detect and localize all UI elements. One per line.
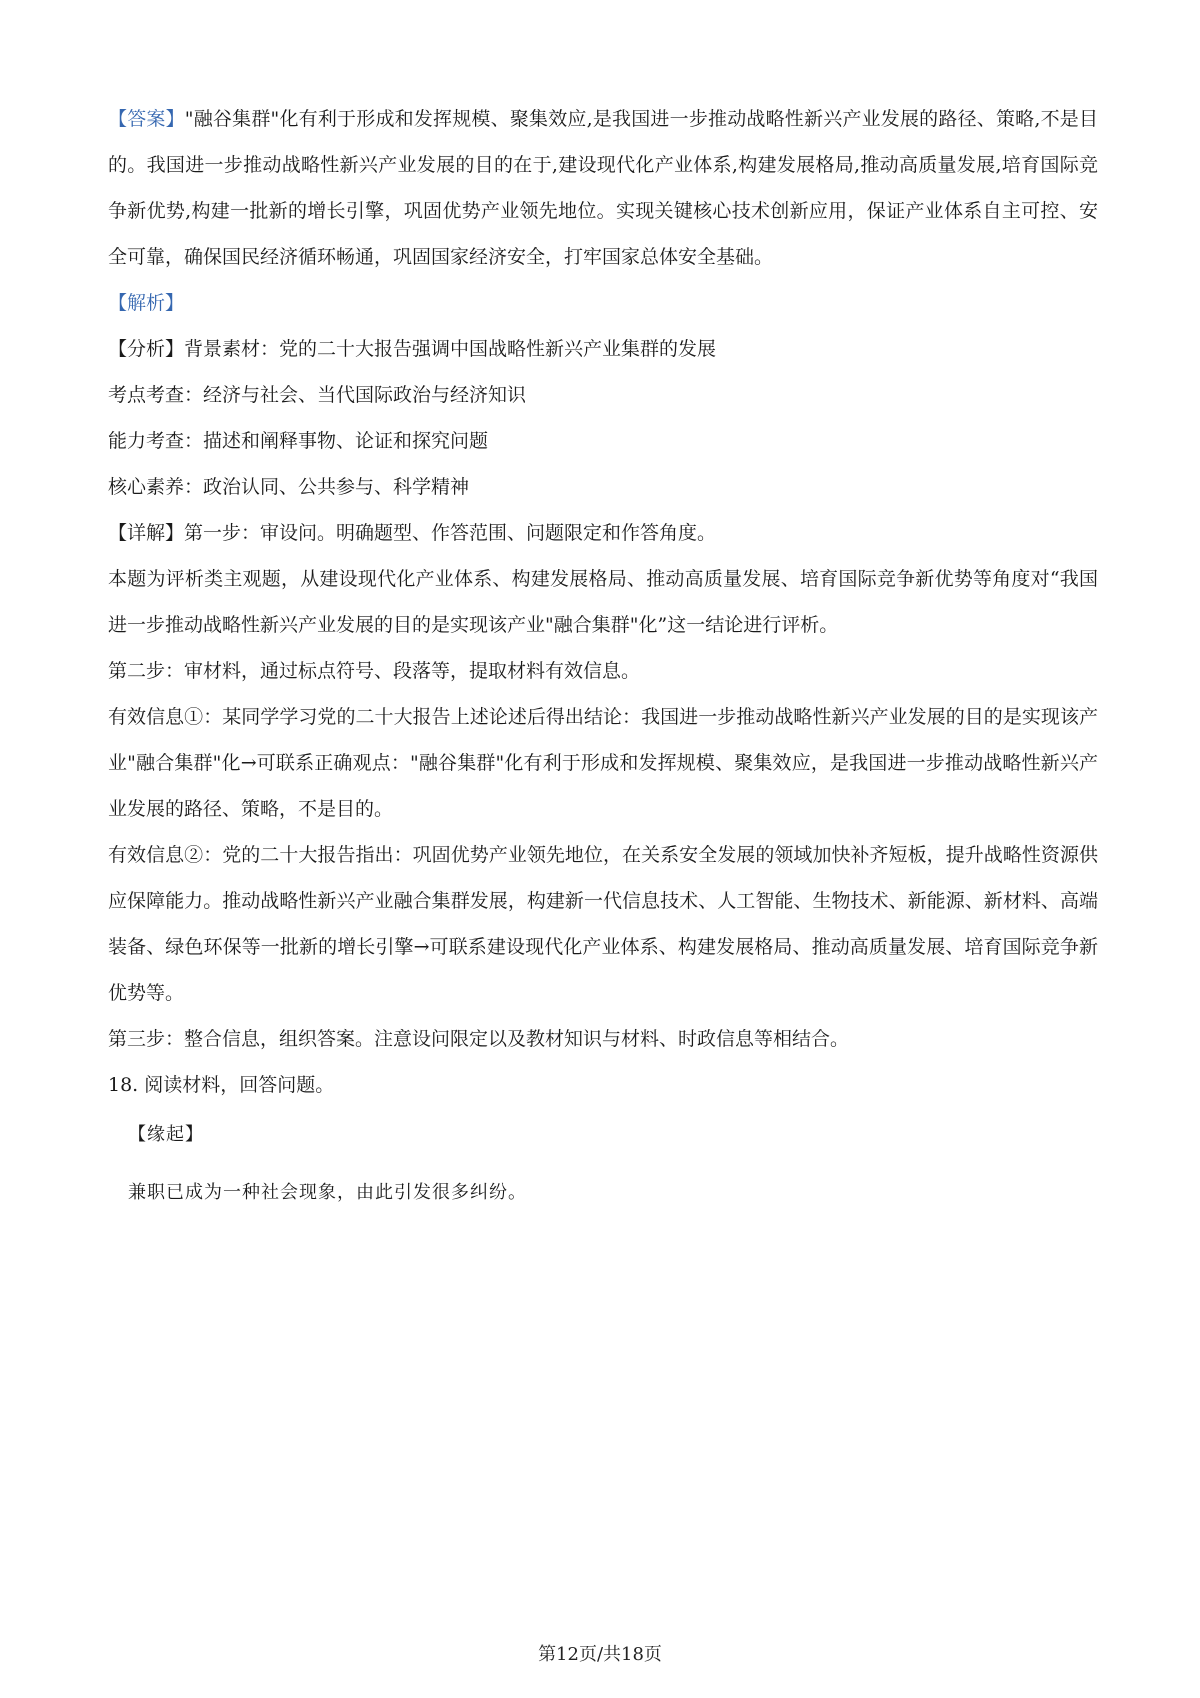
analysis-line-info1: 有效信息①：某同学学习党的二十大报告上述论述后得出结论：我国进一步推动战略性新兴产业发展的目的是实现该产业"融合集群"化→可联系正确观点："融谷集群"化有利于形成和发挥规模、聚集效应，是我国进一步推动战略性新兴产业发展的路径、策略，不是目的。 [108, 706, 1098, 820]
analysis-line-kaodian: 考点考查：经济与社会、当代国际政治与经济知识 [108, 384, 527, 406]
analysis-tag: 【解析】 [108, 292, 185, 314]
answer-paragraph [108, 96, 1098, 280]
answer-text: "融谷集群"化有利于形成和发挥规模、聚集效应,是我国进一步推动战略性新兴产业发展的路径、策略,不是目的。我国进一步推动战略性新兴产业发展的目的在于,建设现代化产业体系,构建发展格局,推动高质量发展,培育国际竞争新优势,构建一批新的增长引擎，巩固优势产业领先地位。实现关键核心技术创新应用，保证产业体系自主可控、安全可靠，确保国民经济循环畅通，巩固国家经济安全，打牢国家总体安全基础。 [108, 108, 1098, 268]
analysis-line-step2: 第二步：审材料，通过标点符号、段落等，提取材料有效信息。 [108, 660, 641, 682]
material-section-body: 兼职已成为一种社会现象，由此引发很多纠纷。 [128, 1182, 527, 1203]
page-footer: 第12页/共18页 [538, 1644, 662, 1665]
analysis-heading [108, 280, 1098, 326]
analysis-line-suyang: 核心素养：政治认同、公共参与、科学精神 [108, 476, 470, 498]
analysis-line-pingxi: 本题为评析类主观题，从建设现代化产业体系、构建发展格局、推动高质量发展、培育国际竞争新优势等角度对“我国进一步推动战略性新兴产业发展的目的是实现该产业"融合集群"化”这一结论进行评析。 [108, 568, 1098, 636]
material-section-title: 【缘起】 [128, 1124, 204, 1145]
analysis-line-step3: 第三步：整合信息，组织答案。注意设问限定以及教材知识与材料、时政信息等相结合。 [108, 1028, 850, 1050]
analysis-line-xiangjie: 【详解】第一步：审设问。明确题型、作答范围、问题限定和作答角度。 [108, 522, 717, 544]
question-18-material [108, 1112, 1098, 1216]
analysis-line-nengli: 能力考查：描述和阐释事物、论证和探究问题 [108, 430, 489, 452]
page-content [108, 96, 1098, 1216]
answer-tag: 【答案】 [108, 108, 185, 130]
analysis-line-fenxi: 【分析】背景素材：党的二十大报告强调中国战略性新兴产业集群的发展 [108, 338, 717, 360]
analysis-line-info2: 有效信息②：党的二十大报告指出：巩固优势产业领先地位，在关系安全发展的领域加快补齐短板，提升战略性资源供应保障能力。推动战略性新兴产业融合集群发展，构建新一代信息技术、人工智能、生物技术、新能源、新材料、高端装备、绿色环保等一批新的增长引擎→可联系建设现代化产业体系、构建发展格局、推动高质量发展、培育国际竞争新优势等。 [108, 844, 1098, 1004]
question-18-heading: 18. 阅读材料，回答问题。 [108, 1074, 335, 1096]
